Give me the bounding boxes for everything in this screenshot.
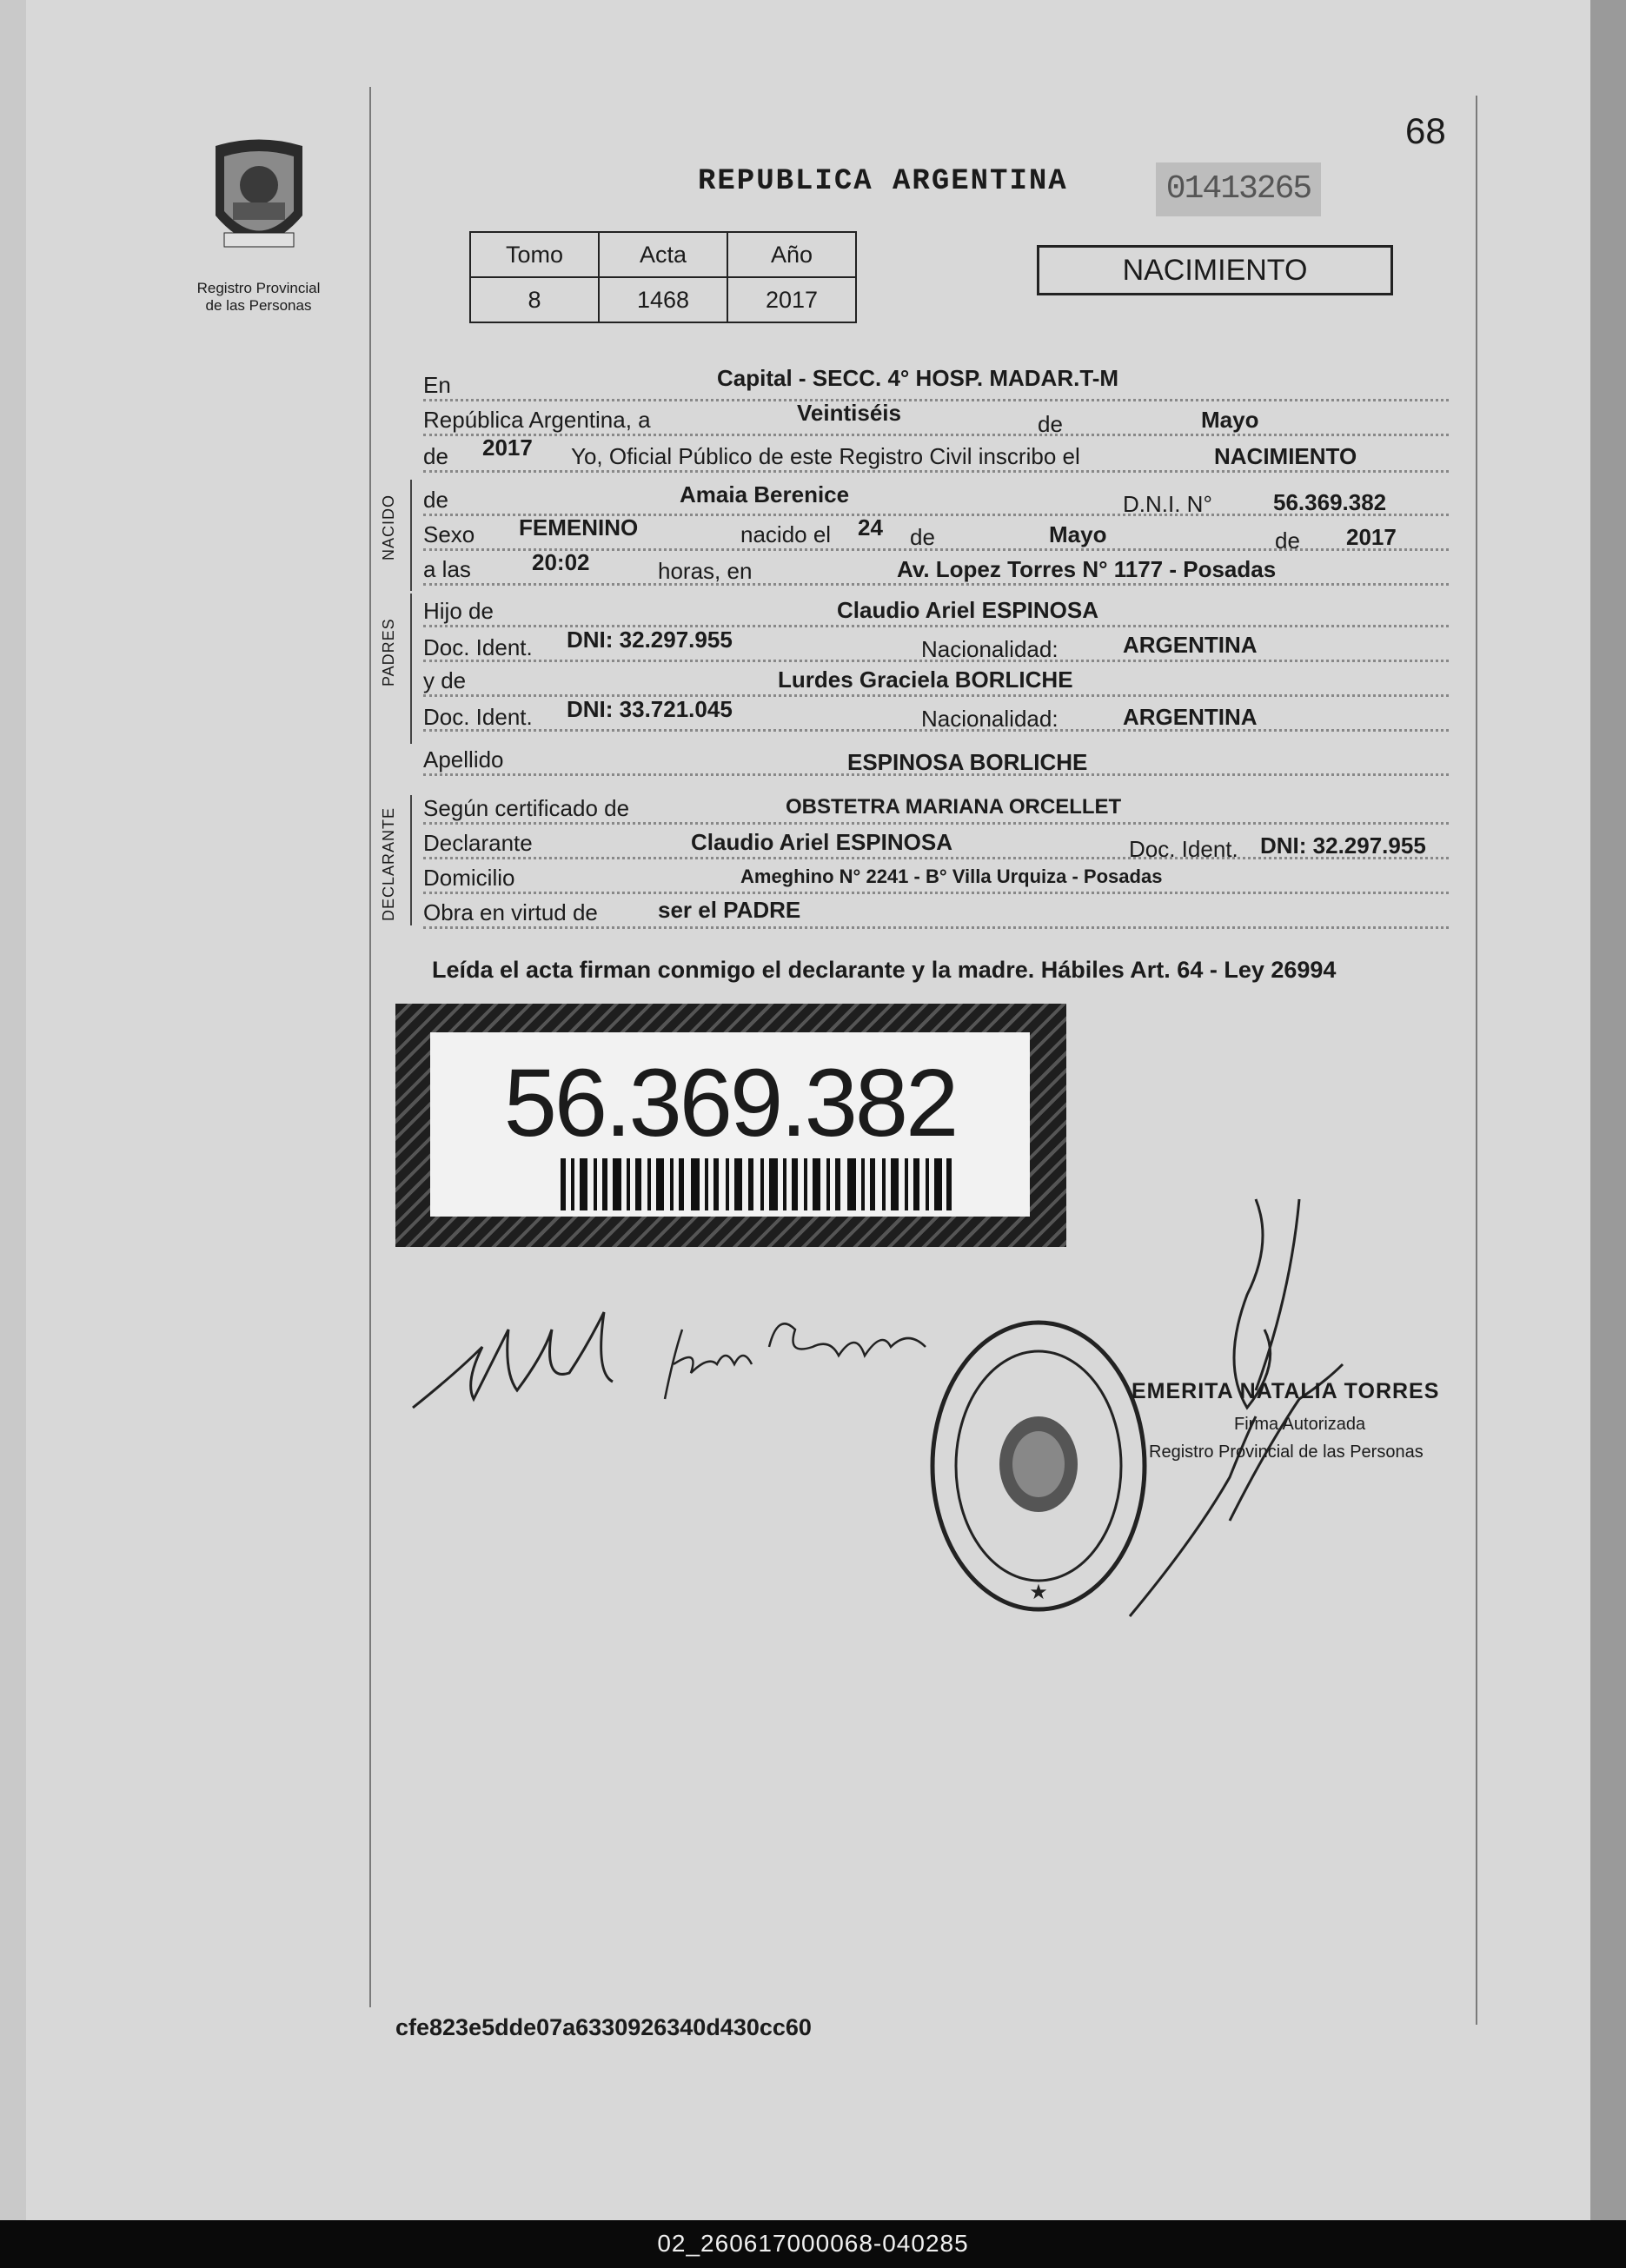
- padres-section-label: PADRES: [380, 618, 397, 686]
- row-hijo-de: [423, 595, 1449, 627]
- acta-value-acta: 1468: [599, 277, 727, 322]
- doc-ident-label-2: Doc. Ident.: [423, 704, 533, 730]
- row-hora: [423, 549, 1449, 586]
- row-apellido: [423, 744, 1449, 776]
- birth-month-value: Mayo: [1049, 521, 1107, 547]
- barcode-number: 56.369.382: [503, 1050, 957, 1157]
- republica-label: República Argentina, a: [423, 407, 651, 433]
- de-label: de: [1038, 411, 1063, 437]
- acta-header-ano: Año: [727, 232, 856, 277]
- dni-label: D.N.I. N°: [1123, 491, 1212, 517]
- domicilio-value: Ameghino N° 2241 - B° Villa Urquiza - Posadas: [740, 865, 1163, 887]
- mother-doc-value: DNI: 33.721.045: [567, 696, 733, 722]
- row-obra: [423, 897, 1449, 929]
- barcode-bars: [561, 1158, 952, 1210]
- closing-note: Leída el acta firman conmigo el declarante y la madre. Hábiles Art. 64 - Ley 26994: [432, 957, 1337, 983]
- de-label-3: de: [1275, 527, 1300, 554]
- time-value: 20:02: [532, 549, 590, 575]
- declarant-signature: [404, 1295, 969, 1434]
- svg-text:★: ★: [1029, 1581, 1048, 1604]
- row-domicilio: [423, 862, 1449, 894]
- father-nationality-value: ARGENTINA: [1123, 632, 1258, 658]
- doc-ident-label-3: Doc. Ident.: [1129, 836, 1238, 862]
- nacido-section-label: NACIDO: [380, 494, 397, 560]
- year-value: 2017: [482, 434, 533, 461]
- nacido-de-label: de: [423, 487, 448, 513]
- acta-header-acta: Acta: [599, 232, 727, 277]
- row-certificado: [423, 792, 1449, 825]
- row-fecha: [423, 400, 1449, 437]
- row-mother-doc: [423, 696, 1449, 732]
- registry-stamp: [926, 1316, 1151, 1616]
- declarante-divider: [410, 795, 412, 925]
- declarante-value: Claudio Ariel ESPINOSA: [691, 829, 952, 855]
- obra-label: Obra en virtud de: [423, 899, 598, 925]
- birth-day-value: 24: [858, 514, 883, 540]
- certificado-value: OBSTETRA MARIANA ORCELLET: [786, 795, 1122, 819]
- oficial-text: Yo, Oficial Público de este Registro Civil inscribo el: [571, 443, 1080, 469]
- sexo-label: Sexo: [423, 521, 475, 547]
- nacionalidad-label: Nacionalidad:: [921, 636, 1059, 662]
- official-name: EMERITA NATALIA TORRES: [1132, 1379, 1440, 1403]
- footer-file-code: 02_260617000068-040285: [657, 2230, 969, 2257]
- row-sexo: [423, 514, 1449, 554]
- row-nombre: [423, 481, 1449, 517]
- acta-value-ano: 2017: [727, 277, 856, 322]
- page-number: 68: [1405, 110, 1446, 151]
- hijo-de-label: Hijo de: [423, 598, 494, 624]
- de-label-2: de: [910, 524, 935, 550]
- row-anio: [423, 434, 1449, 473]
- declarante-section-label: DECLARANTE: [380, 806, 397, 921]
- child-name-value: Amaia Berenice: [680, 481, 850, 507]
- official-org: Registro Provincial de las Personas: [1149, 1442, 1424, 1462]
- document-type-box: NACIMIENTO: [1037, 245, 1393, 295]
- country-title: REPUBLICA ARGENTINA: [698, 165, 1068, 198]
- nacionalidad-label-2: Nacionalidad:: [921, 706, 1059, 732]
- row-declarante: [423, 827, 1449, 862]
- declarante-label: Declarante: [423, 830, 533, 856]
- left-margin-line: [369, 87, 371, 2007]
- barcode-label: [430, 1032, 1030, 1217]
- father-doc-value: DNI: 32.297.955: [567, 627, 733, 653]
- doc-ident-label: Doc. Ident.: [423, 634, 533, 660]
- acta-header-tomo: Tomo: [470, 232, 599, 277]
- serial-number: 01413265: [1156, 162, 1321, 216]
- month-value: Mayo: [1201, 407, 1259, 433]
- declarante-doc-value: DNI: 32.297.955: [1260, 832, 1426, 859]
- document-hash: cfe823e5dde07a6330926340d430cc60: [395, 2014, 812, 2040]
- a-las-label: a las: [423, 556, 471, 582]
- child-dni-value: 56.369.382: [1273, 489, 1387, 515]
- province-seal-logo: [198, 137, 320, 268]
- acta-table: [469, 231, 857, 323]
- obra-value: ser el PADRE: [658, 897, 801, 923]
- event-value: NACIMIENTO: [1214, 443, 1357, 469]
- birth-place-value: Av. Lopez Torres N° 1177 - Posadas: [897, 556, 1277, 582]
- row-father-doc: [423, 627, 1449, 662]
- apellido-label: Apellido: [423, 746, 504, 773]
- y-de-label: y de: [423, 667, 467, 693]
- day-words-value: Veintiséis: [797, 400, 901, 426]
- official-signature: [1125, 1190, 1369, 1625]
- row-y-de: [423, 665, 1449, 697]
- birth-year-value: 2017: [1346, 524, 1397, 550]
- apellido-value: ESPINOSA BORLICHE: [847, 749, 1088, 775]
- paper-edge-left: [0, 0, 26, 2220]
- sexo-value: FEMENINO: [519, 514, 639, 540]
- nacido-divider: [410, 480, 412, 591]
- father-name-value: Claudio Ariel ESPINOSA: [837, 597, 1098, 623]
- acta-value-tomo: 8: [470, 277, 599, 322]
- padres-divider: [410, 594, 412, 744]
- mother-name-value: Lurdes Graciela BORLICHE: [778, 666, 1073, 693]
- dni-barcode-sticker: [395, 1004, 1066, 1247]
- certificado-label: Según certificado de: [423, 795, 630, 821]
- domicilio-label: Domicilio: [423, 865, 515, 891]
- right-margin-line: [1476, 96, 1477, 2025]
- location-value: Capital - SECC. 4° HOSP. MADAR.T-M: [717, 365, 1119, 391]
- official-role: Firma Autorizada: [1234, 1415, 1366, 1434]
- logo-caption: Registro Provincial de las Personas: [196, 280, 321, 314]
- mother-nationality-value: ARGENTINA: [1123, 704, 1258, 730]
- en-label: En: [423, 372, 451, 398]
- nacido-el-label: nacido el: [740, 521, 832, 547]
- paper-edge-right: [1590, 0, 1626, 2220]
- de2-label: de: [423, 443, 448, 469]
- horas-label: horas, en: [658, 558, 753, 584]
- row-en: [423, 365, 1449, 401]
